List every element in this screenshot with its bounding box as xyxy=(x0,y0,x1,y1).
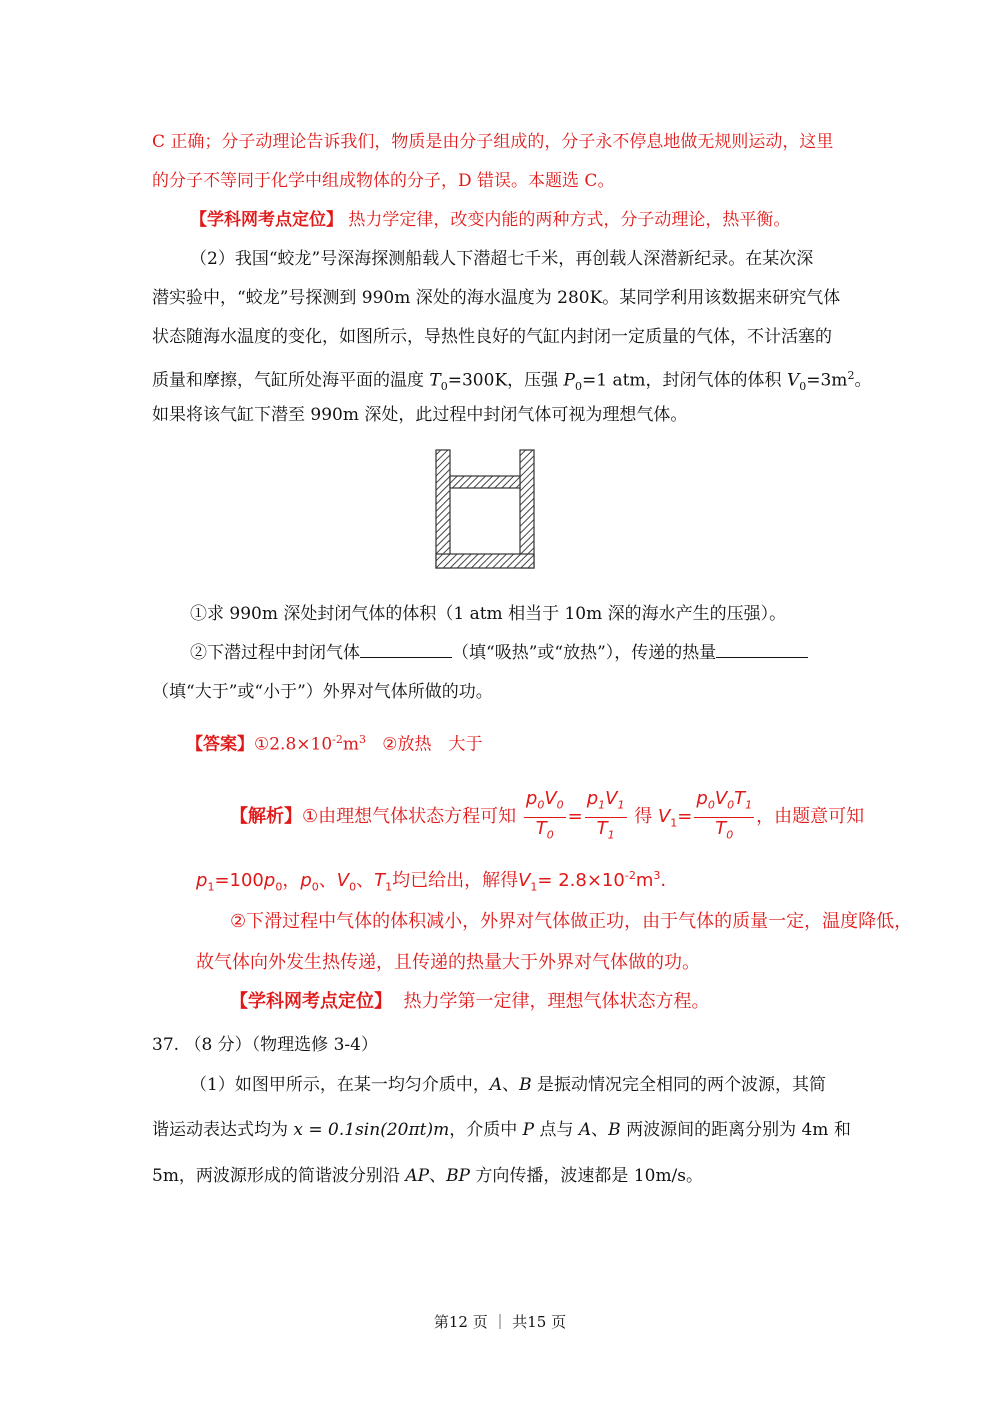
text: 、 xyxy=(429,1166,447,1186)
var-V: V xyxy=(786,370,800,391)
sub: 0 xyxy=(546,828,554,842)
text: . xyxy=(660,870,667,891)
text: 、 xyxy=(356,870,375,891)
fraction-p0V0T1-T0 xyxy=(694,788,754,846)
text: 、 xyxy=(502,1075,520,1095)
text: T xyxy=(596,817,608,839)
q2-line1: （2）我国“蛟龙”号深海探测船载人下潜超七千米，再创载人深潜新纪录。在某次深 xyxy=(190,249,814,269)
q2-line2: 潜实验中，“蛟龙”号探测到 990m 深处的海水温度为 280K。某同学利用该数据来研究气体 xyxy=(152,288,841,308)
cylinder-figure xyxy=(430,446,540,572)
analysis-label: 【解析】 xyxy=(230,806,302,828)
var-T: T xyxy=(429,370,441,391)
q2-line4 xyxy=(152,365,871,398)
wave-formula: x = 0.1sin(20πt)m xyxy=(293,1120,450,1140)
var-BP: BP xyxy=(446,1166,470,1186)
answer-line xyxy=(186,729,482,756)
text: ②下潜过程中封闭气体 xyxy=(190,643,360,663)
sup: 2 xyxy=(847,369,855,382)
text: T xyxy=(535,817,547,839)
var: V xyxy=(657,806,671,828)
answer-part2: ②放热 大于 xyxy=(382,734,483,755)
sub: 1 xyxy=(617,798,625,812)
c-explanation-line2: 的分子不等同于化学中组成物体的分子，D 错误。本题选 C。 xyxy=(152,171,615,191)
knowledge-point-text: 热力学定律，改变内能的两种方式，分子动理论，热平衡。 xyxy=(348,210,791,230)
sub: 0 xyxy=(537,798,545,812)
cylinder-right-wall xyxy=(520,450,534,568)
text: p xyxy=(696,788,708,809)
q37-line2 xyxy=(152,1119,851,1141)
text: m xyxy=(342,734,359,755)
text: ①由理想气体状态方程可知 xyxy=(302,806,517,828)
sub: 1 xyxy=(385,880,393,894)
sub: 1 xyxy=(607,828,615,842)
sub: 0 xyxy=(726,828,734,842)
var: T xyxy=(374,870,386,891)
analysis-line3: ②下滑过程中气体的体积减小，外界对气体做正功，由于气体的质量一定，温度降低， xyxy=(230,911,913,932)
sub: 0 xyxy=(556,798,564,812)
sub: 0 xyxy=(311,880,319,894)
knowledge-point-label: 【学科网考点定位】 xyxy=(230,991,392,1012)
sub: 0 xyxy=(575,380,582,394)
sub: 1 xyxy=(745,798,753,812)
sub: 0 xyxy=(727,798,735,812)
var-P: P xyxy=(522,1120,535,1140)
sub: 0 xyxy=(275,880,283,894)
knowledge-point-2 xyxy=(230,990,709,1014)
analysis-line4: 故气体向外发生热传递，且传递的热量大于外界对气体做的功。 xyxy=(196,952,700,973)
text: 、 xyxy=(591,1120,609,1140)
var-P: P xyxy=(563,370,575,391)
text: 点与 xyxy=(534,1120,579,1140)
text: =300K，压强 xyxy=(447,370,564,391)
knowledge-point-text: 热力学第一定律，理想气体状态方程。 xyxy=(403,991,710,1012)
text: 5m，两波源形成的简谐波分别沿 xyxy=(152,1166,406,1186)
var-A: A xyxy=(489,1075,503,1095)
var: p xyxy=(196,870,208,891)
var-B: B xyxy=(519,1075,532,1095)
text: T xyxy=(734,788,746,809)
sub: 1 xyxy=(670,816,678,830)
text: 。 xyxy=(854,370,872,391)
text: 得 xyxy=(634,806,653,828)
fraction-p0V0-T0 xyxy=(524,788,566,846)
cylinder-left-wall xyxy=(436,450,450,568)
var: p xyxy=(300,870,312,891)
var: p xyxy=(263,870,276,891)
knowledge-point-label: 【学科网考点定位】 xyxy=(190,210,343,230)
sup: 3 xyxy=(359,733,366,746)
text: 是振动情况完全相同的两个波源，其简 xyxy=(531,1075,827,1095)
text: 、 xyxy=(318,870,337,891)
text: ，由题意可知 xyxy=(756,806,865,828)
text: m xyxy=(635,870,654,891)
text: 两波源间的距离分别为 4m 和 xyxy=(620,1120,851,1140)
text: 均已给出，解得 xyxy=(392,870,519,891)
text: 方向传播，波速都是 10m/s。 xyxy=(470,1166,704,1186)
analysis-line2 xyxy=(196,864,666,900)
var-A: A xyxy=(578,1120,592,1140)
var: V xyxy=(518,870,531,891)
q37-line1 xyxy=(190,1074,826,1096)
sup: -2 xyxy=(332,733,343,746)
sub: 0 xyxy=(440,380,448,394)
sub: 0 xyxy=(707,798,715,812)
text: ，介质中 xyxy=(449,1120,523,1140)
answer-part1: ①2.8×10 xyxy=(254,734,333,755)
text: T xyxy=(715,817,727,839)
fill-blank-1[interactable] xyxy=(360,642,452,658)
c-explanation-line1: C 正确；分子动理论告诉我们，物质是由分子组成的，分子永不停息地做无规则运动，这里 xyxy=(152,132,834,152)
text: = 2.8×10 xyxy=(537,870,625,891)
q37-line3 xyxy=(152,1165,703,1187)
text: V xyxy=(544,788,557,809)
text: 质量和摩擦，气缸所处海平面的温度 xyxy=(152,370,430,391)
q37-header: 37. （8 分）（物理选修 3-4） xyxy=(152,1035,378,1055)
fraction-p1V1-T1 xyxy=(585,788,627,846)
text: 谐运动表达式均为 xyxy=(152,1120,294,1140)
text: =100 xyxy=(214,870,264,891)
q2-line3: 状态随海水温度的变化，如图所示，导热性良好的气缸内封闭一定质量的气体，不计活塞的 xyxy=(152,327,832,347)
var-B: B xyxy=(608,1120,621,1140)
var-AP: AP xyxy=(405,1166,430,1186)
text: （1）如图甲所示，在某一均匀介质中， xyxy=(190,1075,490,1095)
analysis-line1: 【解析】①由理想气体状态方程可知 $\frac{p_0V_0}{T_0}$ = $\frac{p_1V_1}{T_1}$ 得 $V_1=$ $\frac{p_0V_0T_1}{T_0}$ ，由题意可知 xyxy=(230,788,864,846)
fill-blank-2[interactable] xyxy=(716,642,808,658)
sup: -2 xyxy=(624,869,636,882)
piston xyxy=(450,476,520,488)
answer-label: 【答案】 xyxy=(186,734,254,755)
sub: 1 xyxy=(207,880,215,894)
q2-sub2-cont: （填“大于”或“小于”）外界对气体所做的功。 xyxy=(152,682,493,702)
text: ， xyxy=(282,870,301,891)
sub: 0 xyxy=(799,380,807,394)
text: （填“吸热”或“放热”），传递的热量 xyxy=(452,643,717,663)
text: =1 atm，封闭气体的体积 xyxy=(582,370,787,391)
text: =3m xyxy=(806,370,848,391)
text: V xyxy=(714,788,728,809)
q2-sub2 xyxy=(190,642,808,664)
text: p xyxy=(525,788,538,809)
knowledge-point-1 xyxy=(190,209,790,231)
sub: 1 xyxy=(598,798,606,812)
sub: 0 xyxy=(349,880,357,894)
q2-line5: 如果将该气缸下潜至 990m 深处，此过程中封闭气体可视为理想气体。 xyxy=(152,405,688,425)
text: V xyxy=(605,788,618,809)
q2-sub1: ①求 990m 深处封闭气体的体积（1 atm 相当于 10m 深的海水产生的压强）。 xyxy=(190,604,787,624)
cylinder-bottom xyxy=(436,554,534,568)
var: V xyxy=(336,870,350,891)
text: p xyxy=(586,788,599,809)
sup: 3 xyxy=(653,869,661,882)
page-footer: 第12 页 ｜ 共15 页 xyxy=(433,1313,567,1331)
sub: 1 xyxy=(530,880,538,894)
